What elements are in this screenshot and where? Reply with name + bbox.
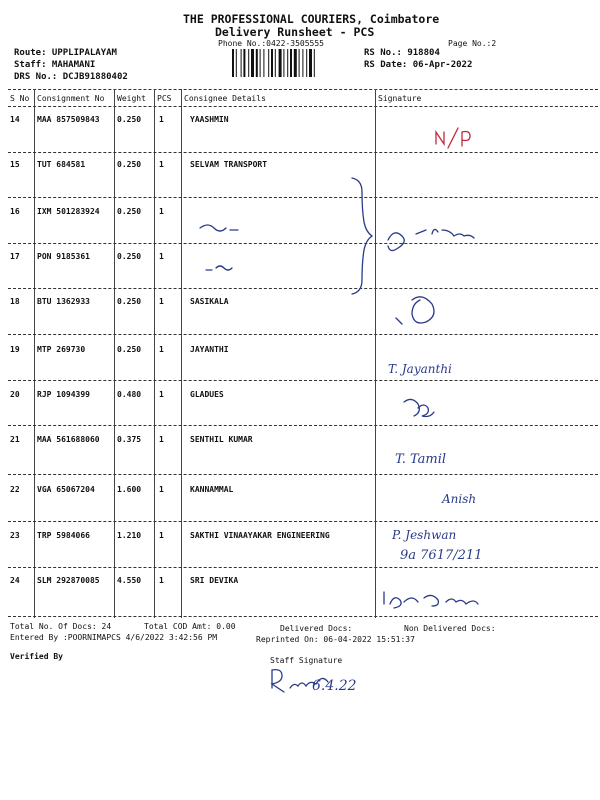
np-mark: [436, 128, 470, 148]
handwritten-r19: T. Jayanthi: [388, 362, 452, 376]
col-consignment: Consignment No: [37, 94, 105, 103]
row-consignment: VGA 65067204: [37, 485, 95, 494]
row-consignee: GLADUES: [190, 390, 224, 399]
squiggle-mark: [206, 266, 232, 270]
row-sno: 19: [10, 345, 20, 354]
row-sno: 17: [10, 252, 20, 261]
row-consignment: MAA 857509843: [37, 115, 100, 124]
company-title: THE PROFESSIONAL COURIERS, Coimbatore: [183, 12, 440, 26]
row-pcs: 1: [159, 576, 164, 585]
row-pcs: 1: [159, 160, 164, 169]
delivered-docs: Delivered Docs:: [280, 624, 353, 633]
row-pcs: 1: [159, 252, 164, 261]
col-sno: S No: [10, 94, 30, 103]
col-consignee: Consignee Details: [184, 94, 266, 103]
row-sno: 14: [10, 115, 20, 124]
handwritten-r22: Anish: [442, 492, 477, 506]
row-pcs: 1: [159, 345, 164, 354]
signature-mark: [404, 399, 434, 416]
row-sno: 23: [10, 531, 20, 540]
handwritten-r21: T. Tamil: [395, 452, 447, 467]
total-cod: Total COD Amt: 0.00: [144, 622, 236, 631]
route-label: Route: UPPLIPALAYAM: [14, 48, 117, 58]
row-consignee: KANNAMMAL: [190, 485, 234, 494]
row-consignee: YAASHMIN: [190, 115, 229, 124]
sheet-subtitle: Delivery Runsheet - PCS: [215, 25, 375, 39]
row-pcs: 1: [159, 297, 164, 306]
row-sno: 21: [10, 435, 20, 444]
row-pcs: 1: [159, 531, 164, 540]
row-sno: 16: [10, 207, 20, 216]
staff-label: Staff: MAHAMANI: [14, 60, 96, 70]
col-weight: Weight: [117, 94, 146, 103]
row-weight: 0.375: [117, 435, 142, 444]
row-consignment: BTU 1362933: [37, 297, 90, 306]
signature-mark: [384, 592, 478, 608]
rs-number: RS No.: 918804: [364, 48, 440, 58]
row-weight: 0.250: [117, 207, 142, 216]
row-pcs: 1: [159, 485, 164, 494]
col-pcs: PCS: [157, 94, 172, 103]
col-signature: Signature: [378, 94, 422, 103]
row-sno: 22: [10, 485, 20, 494]
row-consignment: RJP 1094399: [37, 390, 90, 399]
row-weight: 0.250: [117, 297, 142, 306]
row-consignee: SAKTHI VINAAYAKAR ENGINEERING: [190, 531, 330, 540]
row-weight: 0.250: [117, 345, 142, 354]
row-consignee: SELVAM TRANSPORT: [190, 160, 268, 169]
reprinted-on: Reprinted On: 06-04-2022 15:51:37: [256, 635, 415, 644]
phone-number: Phone No.:0422-3505555: [218, 39, 324, 48]
entered-by: Entered By :POORNIMAPCS 4/6/2022 3:42:56 PM: [10, 633, 218, 642]
row-consignment: TRP 5984066: [37, 531, 90, 540]
row-consignee: SENTHIL KUMAR: [190, 435, 253, 444]
staff-signature-label: Staff Signature: [270, 656, 343, 665]
row-pcs: 1: [159, 207, 164, 216]
row-sno: 18: [10, 297, 20, 306]
page-number: Page No.:2: [448, 39, 497, 48]
row-weight: 4.550: [117, 576, 142, 585]
handwritten-staff-date: 6.4.22: [312, 678, 357, 694]
row-consignee: SASIKALA: [190, 297, 229, 306]
handwritten-r23-phone: 9a 7617/211: [400, 548, 483, 563]
row-consignee: SRI DEVIKA: [190, 576, 239, 585]
row-weight: 1.210: [117, 531, 142, 540]
row-weight: 0.250: [117, 160, 142, 169]
signature-mark: [396, 297, 434, 324]
row-weight: 0.250: [117, 115, 142, 124]
row-consignment: MAA 561688060: [37, 435, 100, 444]
handwritten-r23-name: P. Jeshwan: [392, 528, 457, 542]
signature-mark: [388, 229, 474, 250]
row-weight: 0.250: [117, 252, 142, 261]
row-pcs: 1: [159, 435, 164, 444]
row-consignee: JAYANTHI: [190, 345, 229, 354]
row-consignment: PON 9185361: [37, 252, 90, 261]
row-pcs: 1: [159, 390, 164, 399]
row-sno: 15: [10, 160, 20, 169]
row-consignment: SLM 292870085: [37, 576, 100, 585]
verified-by: Verified By: [10, 652, 63, 661]
non-delivered-docs: Non Delivered Docs:: [404, 624, 496, 633]
row-sno: 24: [10, 576, 20, 585]
rs-date: RS Date: 06-Apr-2022: [364, 60, 473, 70]
drs-number: DRS No.: DCJB91880402: [14, 72, 128, 82]
row-pcs: 1: [159, 115, 164, 124]
row-weight: 0.480: [117, 390, 142, 399]
row-consignment: TUT 684581: [37, 160, 86, 169]
row-consignment: MTP 269730: [37, 345, 86, 354]
row-consignment: IXM 501283924: [37, 207, 100, 216]
brace-mark: [352, 178, 372, 294]
total-docs: Total No. Of Docs: 24: [10, 622, 112, 631]
squiggle-mark: [200, 225, 238, 231]
row-sno: 20: [10, 390, 20, 399]
row-weight: 1.600: [117, 485, 142, 494]
